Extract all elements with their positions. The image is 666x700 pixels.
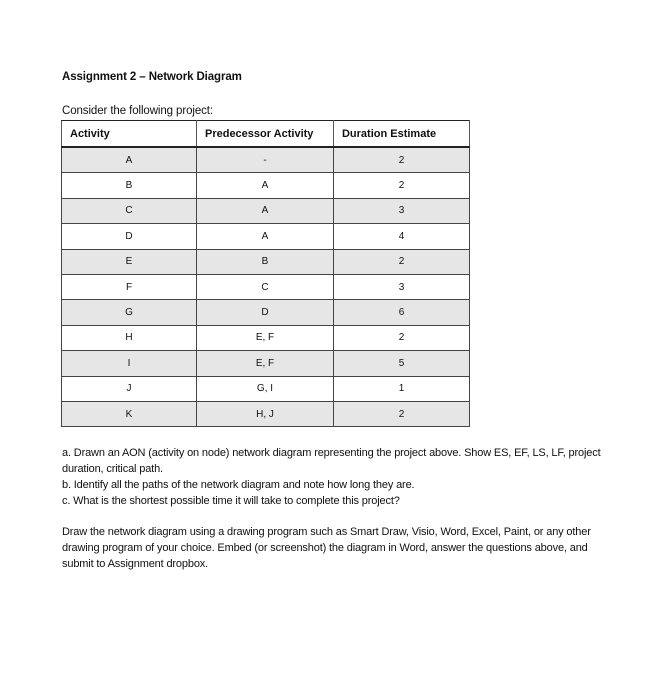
cell-predecessor: - xyxy=(196,147,333,173)
cell-predecessor: E, F xyxy=(196,351,333,376)
question-b: b. Identify all the paths of the network diagram and note how long they are. xyxy=(62,479,415,491)
cell-activity: G xyxy=(62,300,197,325)
cell-predecessor: A xyxy=(196,173,333,198)
header-predecessor: Predecessor Activity xyxy=(196,121,333,148)
cell-activity: I xyxy=(62,351,197,376)
cell-predecessor: E, F xyxy=(196,325,333,350)
cell-duration: 5 xyxy=(333,351,469,376)
cell-duration: 2 xyxy=(333,401,469,426)
cell-duration: 2 xyxy=(333,147,469,173)
table-row xyxy=(62,173,470,198)
table-row xyxy=(62,274,470,299)
intro-text: Consider the following project: xyxy=(62,105,213,117)
cell-activity: D xyxy=(62,224,197,249)
cell-predecessor: G, I xyxy=(196,376,333,401)
cell-activity: F xyxy=(62,274,197,299)
cell-duration: 4 xyxy=(333,224,469,249)
table-row xyxy=(62,325,470,350)
cell-duration: 2 xyxy=(333,325,469,350)
cell-predecessor: C xyxy=(196,274,333,299)
table-row xyxy=(62,224,470,249)
instructions-block xyxy=(62,524,622,572)
header-activity: Activity xyxy=(62,121,197,148)
activity-table xyxy=(61,120,470,427)
questions-block xyxy=(62,445,622,509)
question-a: a. Drawn an AON (activity on node) network diagram representing the project above. Show ES, EF, LS, LF, project duration, critical path. xyxy=(62,447,601,475)
cell-predecessor: B xyxy=(196,249,333,274)
cell-duration: 2 xyxy=(333,249,469,274)
table-row xyxy=(62,249,470,274)
cell-duration: 6 xyxy=(333,300,469,325)
cell-activity: B xyxy=(62,173,197,198)
cell-activity: J xyxy=(62,376,197,401)
cell-duration: 2 xyxy=(333,173,469,198)
cell-duration: 1 xyxy=(333,376,469,401)
cell-predecessor: A xyxy=(196,224,333,249)
table-row xyxy=(62,351,470,376)
question-c: c. What is the shortest possible time it will take to complete this project? xyxy=(62,495,400,507)
cell-predecessor: A xyxy=(196,198,333,223)
table-row xyxy=(62,147,470,173)
instructions-text: Draw the network diagram using a drawing program such as Smart Draw, Visio, Word, Excel, Paint, or any other drawing program of your choice. Embed (or screenshot) the diagram in Word, answer the questions above, and submit to Assignment dropbox. xyxy=(62,526,591,570)
cell-activity: H xyxy=(62,325,197,350)
cell-duration: 3 xyxy=(333,274,469,299)
cell-duration: 3 xyxy=(333,198,469,223)
cell-activity: A xyxy=(62,147,197,173)
table-row xyxy=(62,198,470,223)
table-row xyxy=(62,376,470,401)
cell-activity: E xyxy=(62,249,197,274)
cell-predecessor: D xyxy=(196,300,333,325)
header-duration: Duration Estimate xyxy=(333,121,469,148)
cell-predecessor: H, J xyxy=(196,401,333,426)
cell-activity: C xyxy=(62,198,197,223)
table-header-row xyxy=(62,121,470,148)
cell-activity: K xyxy=(62,401,197,426)
table-row xyxy=(62,401,470,426)
document-title: Assignment 2 – Network Diagram xyxy=(62,71,242,83)
table-row xyxy=(62,300,470,325)
